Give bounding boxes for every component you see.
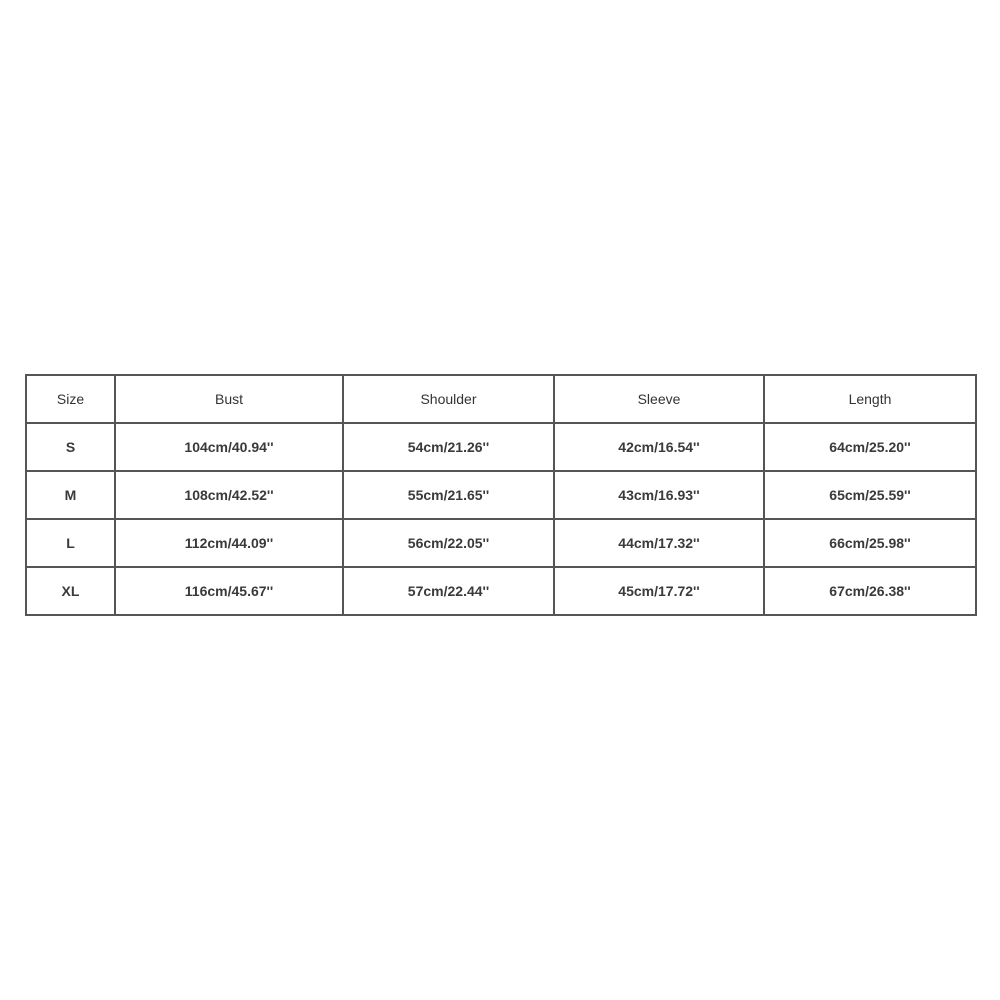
cell-bust: 116cm/45.67'': [115, 567, 343, 615]
cell-bust: 112cm/44.09'': [115, 519, 343, 567]
cell-shoulder: 56cm/22.05'': [343, 519, 554, 567]
table-row: [26, 423, 976, 471]
header-shoulder: Shoulder: [343, 375, 554, 423]
header-length: Length: [764, 375, 976, 423]
header-bust: Bust: [115, 375, 343, 423]
cell-shoulder: 55cm/21.65'': [343, 471, 554, 519]
header-size: Size: [26, 375, 115, 423]
cell-size: XL: [26, 567, 115, 615]
header-sleeve: Sleeve: [554, 375, 764, 423]
cell-size: S: [26, 423, 115, 471]
cell-sleeve: 43cm/16.93'': [554, 471, 764, 519]
cell-size: L: [26, 519, 115, 567]
table-row: [26, 567, 976, 615]
cell-size: M: [26, 471, 115, 519]
cell-sleeve: 45cm/17.72'': [554, 567, 764, 615]
cell-sleeve: 42cm/16.54'': [554, 423, 764, 471]
cell-bust: 108cm/42.52'': [115, 471, 343, 519]
cell-length: 67cm/26.38'': [764, 567, 976, 615]
cell-sleeve: 44cm/17.32'': [554, 519, 764, 567]
cell-bust: 104cm/40.94'': [115, 423, 343, 471]
size-chart-table: [25, 374, 977, 616]
cell-length: 65cm/25.59'': [764, 471, 976, 519]
cell-shoulder: 54cm/21.26'': [343, 423, 554, 471]
cell-length: 66cm/25.98'': [764, 519, 976, 567]
cell-shoulder: 57cm/22.44'': [343, 567, 554, 615]
table-row: [26, 471, 976, 519]
cell-length: 64cm/25.20'': [764, 423, 976, 471]
table-row: [26, 519, 976, 567]
header-row: [26, 375, 976, 423]
